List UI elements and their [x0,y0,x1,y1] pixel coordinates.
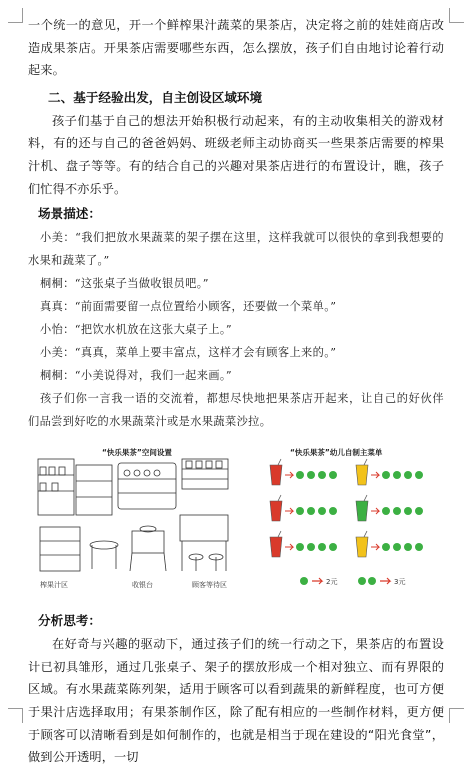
dialog-line: 小怡：“把饮水机放在这张大桌子上。” [40,323,233,337]
shelf-drawing [38,459,228,515]
straw-icon [364,531,367,537]
price-dot-icon [404,471,412,479]
space-layout-title: “快乐果茶”空间设置 [102,448,172,458]
price-dot-icon [393,471,401,479]
section-heading: 二、基于经验出发，自主创设区域环境 [48,89,263,105]
price-dot-icon [296,507,304,515]
arrow-icon [371,508,379,514]
arrow-icon [371,544,379,550]
crop-mark-bottom-right [449,708,464,723]
price-dot-icon [404,507,412,515]
menu-items [270,459,423,557]
price-dot-icon [318,507,326,515]
analysis-label: 分析思考： [38,613,101,629]
straw-icon [364,495,367,501]
price-label-3: 3元 [394,578,406,587]
caption-waiting-area: 顾客等待区 [192,581,227,590]
dialog-line: 小美：“我们把放水果蔬菜的架子摆在这里，这样我就可以很快的拿到我想要的水果和蔬菜了。” [28,231,444,268]
arrow-icon [371,472,379,478]
price-dot-icon [307,471,315,479]
arrow-icon [285,508,293,514]
straw-icon [278,495,281,501]
caption-cashier: 收银台 [132,581,153,590]
crop-mark-bottom-left [8,708,23,723]
straw-icon [278,459,281,465]
space-layout-figure [32,445,250,593]
figure-row [28,445,444,601]
price-dot-icon [382,471,390,479]
paragraph-environment: 孩子们基于自己的想法开始积极行动起来，有的主动收集相关的游戏材料，有的还与自己的爸爸妈妈、班级老师主动协商买一些果茶店需要的榨果汁机、盘子等等。有的结合自己的兴趣对果茶店进行的布置设计，瞧，孩子们忙得不亦乐乎。 [28,113,444,196]
price-dot-icon [329,543,337,551]
straw-icon [278,531,281,537]
document-page [28,14,444,769]
price-dot-icon [318,543,326,551]
price-dot-icon [307,543,315,551]
price-dot-icon [415,543,423,551]
price-dot-icon [318,471,326,479]
paragraph-analysis: 在好奇与兴趣的驱动下，通过孩子们的统一行动之下，果茶店的布置设计已初具雏形，通过几张桌子、架子的摆放形成一个相对独立、而有界限的区域。有水果蔬菜陈列架，适用于顾客可以看到蔬果的新鲜程度，也可方便于果汁店选择取用；有果茶制作区，除了配有相应的一些制作材料，更方便于顾客可以清晰看到是如何制作的，也就是相当于现在建设的“阳光食堂”，做到公开透明，一切 [28,637,444,765]
price-dot-icon [296,471,304,479]
price-dot-icon [296,543,304,551]
price-dot-icon [382,507,390,515]
straw-icon [364,459,367,465]
juice-cup-icon [356,537,368,557]
juice-cup-icon [356,501,368,521]
crop-mark-top-left [8,8,23,23]
price-dot-icon [404,543,412,551]
price-row [300,577,405,586]
furniture-drawing [40,515,228,571]
menu-title: “快乐果茶”幼儿自制主菜单 [290,448,383,458]
price-dot-icon [415,471,423,479]
scene-label: 场景描述： [38,206,101,222]
dialog-line: 桐桐：“这张桌子当做收银员吧。” [40,277,209,291]
dialog-line: 小美：“真真，菜单上要丰富点，这样才会有顾客上来的。” [40,346,337,360]
price-dot-icon [329,471,337,479]
dialog-summary: 孩子们你一言我一语的交流着，都想尽快地把果茶店开起来，让自己的好伙伴们品尝到好吃的水果蔬菜汁或是水果蔬菜沙拉。 [28,392,444,429]
arrow-icon [285,472,293,478]
juice-cup-icon [270,501,282,521]
caption-juice-area: 榨果汁区 [40,581,68,590]
crop-mark-top-right [449,8,464,23]
juice-cup-icon [356,465,368,485]
juice-cup-icon [270,537,282,557]
dialog-line: 真真：“前面需要留一点位置给小顾客，还要做一个菜单。” [40,300,337,314]
paragraph-intro: 一个统一的意见，开一个鲜榨果汁蔬菜的果茶店，决定将之前的娃娃商店改造成果茶店。开果茶店需要哪些东西，怎么摆放，孩子们自由地讨论着行动起来。 [28,18,444,78]
price-dot-icon [415,507,423,515]
dialog-line: 桐桐：“小美说得对，我们一起来画。” [40,369,233,383]
price-label-2: 2元 [326,578,338,587]
menu-figure [262,445,440,593]
arrow-icon [285,544,293,550]
price-dot-icon [393,543,401,551]
juice-cup-icon [270,465,282,485]
price-dot-icon [307,507,315,515]
price-dot-icon [329,507,337,515]
price-dot-icon [382,543,390,551]
price-dot-icon [393,507,401,515]
